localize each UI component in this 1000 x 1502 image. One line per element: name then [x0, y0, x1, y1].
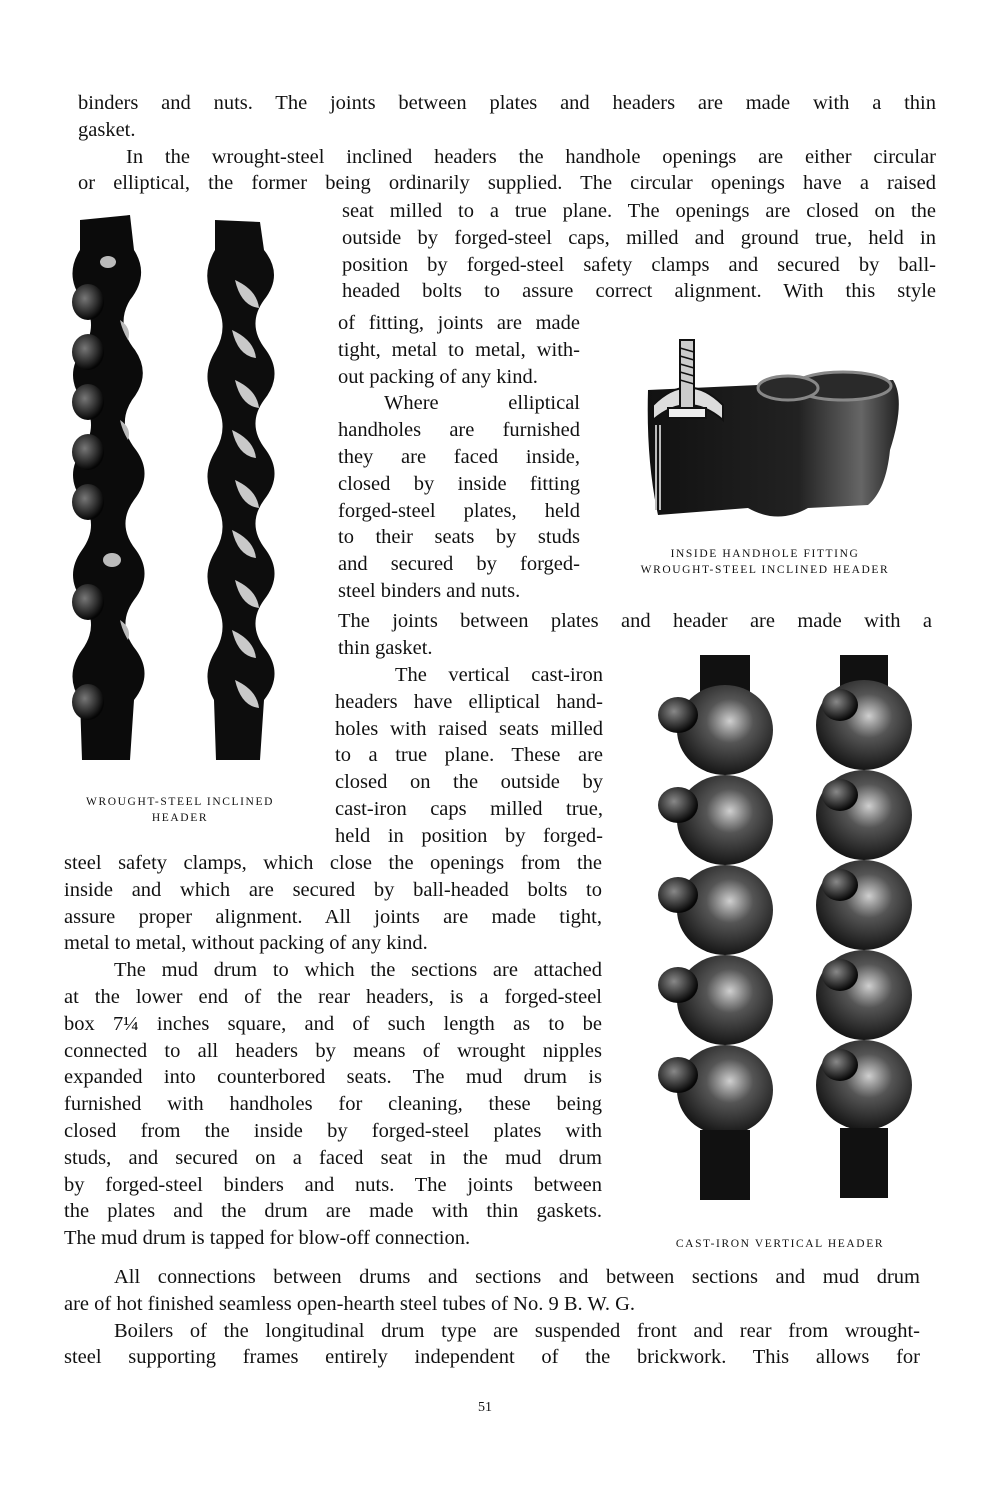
text-line: held in position by forged-: [335, 824, 603, 847]
text-line: The vertical cast-iron: [395, 664, 603, 686]
text-line: by forged-steel binders and nuts. The joints between: [64, 1173, 602, 1196]
text-line: position by forged-steel safety clamps and secured by ball-: [342, 253, 936, 276]
inclined-header-illustration: [60, 210, 300, 770]
text-line: The mud drum is tapped for blow-off connection.: [64, 1227, 471, 1250]
text-line: box 7¼ inches square, and of such length as to be: [64, 1012, 602, 1035]
text-line: handholes are furnished: [338, 419, 580, 442]
text-line: cast-iron caps milled true,: [335, 797, 603, 820]
text-line: thin gasket.: [338, 636, 433, 659]
text-line: to a true plane. These are: [335, 744, 603, 767]
text-line: binders and nuts. The joints between plates and headers are made with a thin: [78, 92, 936, 114]
text-line: tight, metal to metal, with-: [338, 338, 580, 361]
text-line: out packing of any kind.: [338, 365, 538, 388]
text-line: closed by inside fitting: [338, 472, 580, 495]
text-line: assure proper alignment. All joints are made tight,: [64, 905, 602, 928]
text-line: The mud drum to which the sections are attached: [114, 959, 602, 982]
text-line: headers have elliptical hand-: [335, 690, 603, 713]
text-line: inside and which are secured by ball-headed bolts to: [64, 878, 602, 901]
text-line: outside by forged-steel caps, milled and ground true, held in: [342, 226, 936, 249]
caption-line: WROUGHT-STEEL INCLINED: [86, 796, 274, 808]
text-block-top: [78, 90, 936, 197]
text-line: steel binders and nuts.: [338, 579, 521, 602]
text-line: Boilers of the longitudinal drum type are suspended front and rear from wrought-: [114, 1319, 920, 1342]
text-line: seat milled to a true plane. The openings are closed on the: [342, 200, 936, 222]
inclined-header-figure: [60, 210, 300, 770]
text-line: at the lower end of the rear headers, is a forged-steel: [64, 985, 602, 1008]
text-line: connected to all headers by means of wrought nipples: [64, 1039, 602, 1062]
text-block-mid-column: [338, 310, 580, 605]
text-line: are of hot finished seamless open-hearth steel tubes of No. 9 B. W. G.: [64, 1292, 636, 1315]
text-line: steel safety clamps, which close the openings from the: [64, 852, 602, 874]
text-line: All connections between drums and sections and between sections and mud drum: [114, 1266, 920, 1288]
caption-vertical-header: [630, 1236, 930, 1252]
text-line: metal to metal, without packing of any kind.: [64, 932, 428, 955]
text-line: closed on the outside by: [335, 771, 603, 794]
caption-line: WROUGHT-STEEL INCLINED HEADER: [640, 564, 890, 576]
caption-line: HEADER: [151, 812, 209, 824]
text-line: The joints between plates and header are made with a: [338, 610, 932, 632]
text-line: studs, and secured on a faced seat in the mud drum: [64, 1146, 602, 1169]
text-line: they are faced inside,: [338, 445, 580, 468]
caption-inclined-header: [52, 794, 308, 826]
text-line: steel supporting frames entirely independent of the brickwork. This allows for: [64, 1346, 920, 1369]
text-line: forged-steel plates, held: [338, 499, 580, 522]
text-line: gasket.: [78, 118, 136, 141]
text-line: and secured by forged-: [338, 553, 580, 576]
caption-handhole-fitting: [600, 546, 930, 578]
text-line: of fitting, joints are made: [338, 312, 580, 334]
text-block-lower-mid: [335, 662, 603, 850]
caption-line: CAST-IRON VERTICAL HEADER: [675, 1238, 885, 1250]
page-number: 51: [478, 1400, 492, 1415]
text-line: In the wrought-steel inclined headers the handhole openings are either circular: [126, 145, 936, 168]
text-line: to their seats by studs: [338, 526, 580, 549]
handhole-fitting-figure: [628, 330, 918, 540]
handhole-fitting-illustration: [628, 330, 918, 540]
vertical-header-illustration: [640, 650, 930, 1220]
text-line: or elliptical, the former being ordinarily supplied. The circular openings have a raised: [78, 172, 936, 195]
text-block-lower-left: [64, 850, 602, 1252]
vertical-header-figure: [640, 650, 930, 1220]
caption-line: INSIDE HANDHOLE FITTING: [670, 548, 860, 560]
text-line: furnished with handholes for cleaning, these being: [64, 1093, 602, 1116]
text-block-bottom: [64, 1264, 920, 1371]
text-line: expanded into counterbored seats. The mud drum is: [64, 1066, 602, 1089]
text-line: the plates and the drum are made with thin gaskets.: [64, 1200, 602, 1223]
text-block-right-top: [342, 198, 936, 305]
text-line: closed from the inside by forged-steel plates with: [64, 1119, 602, 1142]
text-line: holes with raised seats milled: [335, 717, 603, 740]
text-line: headed bolts to assure correct alignment. With this style: [342, 280, 936, 303]
text-line: Where elliptical: [384, 392, 580, 415]
